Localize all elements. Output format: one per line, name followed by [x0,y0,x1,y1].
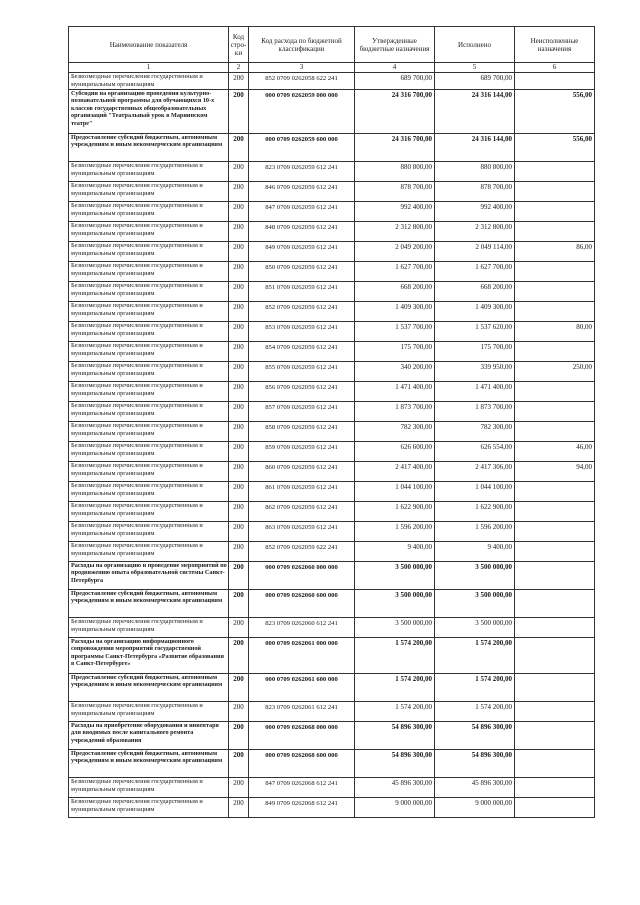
row-executed-amount: 9 000 000,00 [435,798,515,818]
row-executed-amount: 3 500 000,00 [435,618,515,638]
row-line-code: 200 [229,778,249,798]
table-row [69,638,595,674]
row-line-code: 200 [229,282,249,302]
row-executed-amount: 54 896 300,00 [435,750,515,778]
row-executed-amount: 339 950,00 [435,362,515,382]
row-expense-code: 823 0709 0262059 612 241 [249,162,355,182]
row-approved-amount: 1 627 700,00 [355,262,435,282]
row-name: Безвозмездные перечисления государственным и муниципальным организациям [69,778,229,798]
row-executed-amount: 1 574 200,00 [435,702,515,722]
row-unexecuted-amount: 86,00 [515,242,595,262]
row-executed-amount: 1 574 200,00 [435,638,515,674]
row-approved-amount: 175 700,00 [355,342,435,362]
row-name: Расходы на организацию информационного сопровождения мероприятий государственной программы Санкт-Петербурга «Развитие образования в Санкт-Петербурге» [69,638,229,674]
row-executed-amount: 2 049 114,00 [435,242,515,262]
row-line-code: 200 [229,562,249,590]
row-name: Безвозмездные перечисления государственным и муниципальным организациям [69,182,229,202]
row-line-code: 200 [229,202,249,222]
column-number: 2 [229,63,249,73]
table-row [69,302,595,322]
row-expense-code: 862 0709 0262059 612 241 [249,502,355,522]
row-expense-code: 858 0709 0262059 612 241 [249,422,355,442]
row-unexecuted-amount: 80,00 [515,322,595,342]
row-expense-code: 000 0709 0262059 000 000 [249,90,355,134]
row-name: Безвозмездные перечисления государственным и муниципальным организациям [69,162,229,182]
row-line-code: 200 [229,342,249,362]
row-unexecuted-amount [515,562,595,590]
row-expense-code: 849 0709 0262068 612 241 [249,798,355,818]
header-name: Наименование показателя [69,27,229,63]
table-row [69,482,595,502]
table-row [69,162,595,182]
table-body [69,73,595,818]
row-executed-amount: 992 400,00 [435,202,515,222]
column-number-row [69,63,595,73]
row-executed-amount: 880 800,00 [435,162,515,182]
row-unexecuted-amount [515,798,595,818]
row-name: Безвозмездные перечисления государственным и муниципальным организациям [69,342,229,362]
row-approved-amount: 54 896 300,00 [355,722,435,750]
row-name: Безвозмездные перечисления государственным и муниципальным организациям [69,73,229,90]
row-expense-code: 851 0709 0262059 612 241 [249,282,355,302]
row-line-code: 200 [229,750,249,778]
row-name: Расходы на организацию и проведение мероприятий по продвижению опыта образовательной системы Санкт-Петербурга [69,562,229,590]
row-name: Безвозмездные перечисления государственным и муниципальным организациям [69,302,229,322]
row-executed-amount: 1 873 700,00 [435,402,515,422]
row-line-code: 200 [229,262,249,282]
row-line-code: 200 [229,162,249,182]
row-approved-amount: 782 300,00 [355,422,435,442]
row-unexecuted-amount [515,262,595,282]
row-approved-amount: 45 896 300,00 [355,778,435,798]
table-row [69,134,595,162]
row-approved-amount: 9 000 000,00 [355,798,435,818]
row-line-code: 200 [229,482,249,502]
row-name: Субсидии на организацию проведения культурно-познавательной программы для обучающихся 10-х классов государственных общеобразовательных организаций "Театральный урок в Мариинском театре" [69,90,229,134]
row-line-code: 200 [229,522,249,542]
row-expense-code: 000 0709 0262059 600 000 [249,134,355,162]
row-approved-amount: 689 700,00 [355,73,435,90]
table-row [69,73,595,90]
row-approved-amount: 3 500 000,00 [355,618,435,638]
table-row [69,182,595,202]
row-unexecuted-amount [515,722,595,750]
row-name: Безвозмездные перечисления государственным и муниципальным организациям [69,442,229,462]
header-approved: Утвержденные бюджетные назначения [355,27,435,63]
row-expense-code: 846 0709 0262059 612 241 [249,182,355,202]
budget-report-page [68,26,594,818]
row-executed-amount: 1 596 200,00 [435,522,515,542]
row-line-code: 200 [229,590,249,618]
row-expense-code: 863 0709 0262059 612 241 [249,522,355,542]
row-approved-amount: 54 896 300,00 [355,750,435,778]
row-unexecuted-amount [515,674,595,702]
row-unexecuted-amount [515,382,595,402]
row-expense-code: 823 0709 0262061 612 241 [249,702,355,722]
row-unexecuted-amount: 556,00 [515,90,595,134]
row-approved-amount: 9 400,00 [355,542,435,562]
row-executed-amount: 1 537 620,00 [435,322,515,342]
row-unexecuted-amount [515,282,595,302]
row-expense-code: 852 0709 0262059 622 241 [249,542,355,562]
row-executed-amount: 1 044 100,00 [435,482,515,502]
row-name: Предоставление субсидий бюджетным, автономным учреждениям и иным некоммерческим организациям [69,674,229,702]
row-executed-amount: 2 312 800,00 [435,222,515,242]
table-row [69,262,595,282]
table-row [69,798,595,818]
column-number: 3 [249,63,355,73]
table-row [69,702,595,722]
row-unexecuted-amount [515,638,595,674]
row-approved-amount: 3 500 000,00 [355,590,435,618]
row-expense-code: 857 0709 0262059 612 241 [249,402,355,422]
row-line-code: 200 [229,182,249,202]
row-expense-code: 852 0709 0262059 612 241 [249,302,355,322]
row-name: Безвозмездные перечисления государственным и муниципальным организациям [69,382,229,402]
row-expense-code: 000 0709 0262060 600 000 [249,590,355,618]
row-approved-amount: 992 400,00 [355,202,435,222]
row-line-code: 200 [229,702,249,722]
row-expense-code: 861 0709 0262059 612 241 [249,482,355,502]
row-unexecuted-amount: 250,00 [515,362,595,382]
row-unexecuted-amount [515,618,595,638]
row-unexecuted-amount [515,342,595,362]
row-expense-code: 853 0709 0262059 612 241 [249,322,355,342]
table-row [69,542,595,562]
row-executed-amount: 1 471 400,00 [435,382,515,402]
table-row [69,342,595,362]
table-row [69,562,595,590]
table-row [69,422,595,442]
row-executed-amount: 2 417 306,00 [435,462,515,482]
table-row [69,242,595,262]
row-expense-code: 848 0709 0262059 612 241 [249,222,355,242]
row-unexecuted-amount [515,590,595,618]
row-approved-amount: 1 574 200,00 [355,638,435,674]
row-executed-amount: 878 700,00 [435,182,515,202]
row-expense-code: 847 0709 0262068 612 241 [249,778,355,798]
row-unexecuted-amount [515,482,595,502]
row-name: Безвозмездные перечисления государственным и муниципальным организациям [69,322,229,342]
row-executed-amount: 24 316 144,00 [435,90,515,134]
row-executed-amount: 1 409 300,00 [435,302,515,322]
row-approved-amount: 1 537 700,00 [355,322,435,342]
row-expense-code: 852 0709 0262058 622 241 [249,73,355,90]
table-row [69,362,595,382]
table-row [69,522,595,542]
row-approved-amount: 878 700,00 [355,182,435,202]
row-name: Безвозмездные перечисления государственным и муниципальным организациям [69,522,229,542]
table-row [69,382,595,402]
row-expense-code: 850 0709 0262059 612 241 [249,262,355,282]
row-unexecuted-amount [515,778,595,798]
row-executed-amount: 782 300,00 [435,422,515,442]
header-unexecuted: Неисполненные назначения [515,27,595,63]
row-executed-amount: 3 500 000,00 [435,562,515,590]
row-line-code: 200 [229,242,249,262]
budget-execution-table [68,26,595,818]
row-line-code: 200 [229,382,249,402]
row-executed-amount: 45 896 300,00 [435,778,515,798]
row-approved-amount: 24 316 700,00 [355,134,435,162]
header-line-code: Код стро-ки [229,27,249,63]
row-unexecuted-amount [515,202,595,222]
row-unexecuted-amount [515,502,595,522]
row-expense-code: 000 0709 0262060 000 000 [249,562,355,590]
row-executed-amount: 24 316 144,00 [435,134,515,162]
row-approved-amount: 1 471 400,00 [355,382,435,402]
row-unexecuted-amount: 94,00 [515,462,595,482]
row-executed-amount: 1 627 700,00 [435,262,515,282]
table-row [69,90,595,134]
row-line-code: 200 [229,502,249,522]
row-line-code: 200 [229,462,249,482]
table-row [69,442,595,462]
row-expense-code: 855 0709 0262059 612 241 [249,362,355,382]
row-expense-code: 000 0709 0262068 000 000 [249,722,355,750]
row-approved-amount: 626 600,00 [355,442,435,462]
row-name: Предоставление субсидий бюджетным, автономным учреждениям и иным некоммерческим организациям [69,590,229,618]
row-unexecuted-amount: 46,00 [515,442,595,462]
row-approved-amount: 1 044 100,00 [355,482,435,502]
row-unexecuted-amount [515,422,595,442]
row-approved-amount: 2 049 200,00 [355,242,435,262]
row-approved-amount: 1 622 900,00 [355,502,435,522]
row-expense-code: 000 0709 0262068 600 000 [249,750,355,778]
table-row [69,778,595,798]
row-line-code: 200 [229,798,249,818]
table-row [69,722,595,750]
row-line-code: 200 [229,222,249,242]
table-row [69,402,595,422]
row-approved-amount: 668 200,00 [355,282,435,302]
row-unexecuted-amount [515,182,595,202]
table-row [69,282,595,302]
row-unexecuted-amount [515,162,595,182]
table-row [69,674,595,702]
row-name: Безвозмездные перечисления государственным и муниципальным организациям [69,542,229,562]
row-name: Безвозмездные перечисления государственным и муниципальным организациям [69,402,229,422]
row-expense-code: 849 0709 0262059 612 241 [249,242,355,262]
row-approved-amount: 1 574 200,00 [355,674,435,702]
row-line-code: 200 [229,638,249,674]
row-executed-amount: 54 896 300,00 [435,722,515,750]
row-name: Расходы на приобретение оборудования и инвентаря для вводимых после капитального ремонта учреждений образования [69,722,229,750]
row-name: Безвозмездные перечисления государственным и муниципальным организациям [69,202,229,222]
row-approved-amount: 2 312 800,00 [355,222,435,242]
row-executed-amount: 3 500 000,00 [435,590,515,618]
row-name: Безвозмездные перечисления государственным и муниципальным организациям [69,502,229,522]
table-row [69,590,595,618]
row-executed-amount: 626 554,00 [435,442,515,462]
column-number: 1 [69,63,229,73]
row-name: Безвозмездные перечисления государственным и муниципальным организациям [69,222,229,242]
table-row [69,502,595,522]
row-name: Безвозмездные перечисления государственным и муниципальным организациям [69,798,229,818]
column-number: 6 [515,63,595,73]
row-unexecuted-amount [515,750,595,778]
row-expense-code: 000 0709 0262061 600 000 [249,674,355,702]
row-line-code: 200 [229,90,249,134]
table-row [69,462,595,482]
row-name: Безвозмездные перечисления государственным и муниципальным организациям [69,262,229,282]
row-name: Предоставление субсидий бюджетным, автономным учреждениям и иным некоммерческим организациям [69,134,229,162]
row-unexecuted-amount [515,302,595,322]
row-unexecuted-amount [515,222,595,242]
table-header-row [69,27,595,63]
row-line-code: 200 [229,134,249,162]
row-line-code: 200 [229,722,249,750]
row-approved-amount: 2 417 400,00 [355,462,435,482]
row-line-code: 200 [229,618,249,638]
column-number: 5 [435,63,515,73]
row-approved-amount: 880 800,00 [355,162,435,182]
row-line-code: 200 [229,402,249,422]
row-executed-amount: 668 200,00 [435,282,515,302]
row-approved-amount: 1 574 200,00 [355,702,435,722]
row-line-code: 200 [229,302,249,322]
table-row [69,222,595,242]
row-expense-code: 856 0709 0262059 612 241 [249,382,355,402]
row-line-code: 200 [229,73,249,90]
table-row [69,618,595,638]
row-expense-code: 823 0709 0262060 612 241 [249,618,355,638]
row-line-code: 200 [229,674,249,702]
row-unexecuted-amount [515,73,595,90]
row-expense-code: 847 0709 0262059 612 241 [249,202,355,222]
row-executed-amount: 175 700,00 [435,342,515,362]
row-executed-amount: 1 574 200,00 [435,674,515,702]
row-expense-code: 859 0709 0262059 612 241 [249,442,355,462]
row-approved-amount: 3 500 000,00 [355,562,435,590]
header-expense-code: Код расхода по бюджетной классификации [249,27,355,63]
table-row [69,322,595,342]
row-unexecuted-amount [515,702,595,722]
row-unexecuted-amount [515,402,595,422]
row-expense-code: 854 0709 0262059 612 241 [249,342,355,362]
row-name: Предоставление субсидий бюджетным, автономным учреждениям и иным некоммерческим организациям [69,750,229,778]
row-expense-code: 860 0709 0262059 612 241 [249,462,355,482]
row-name: Безвозмездные перечисления государственным и муниципальным организациям [69,462,229,482]
row-expense-code: 000 0709 0262061 000 000 [249,638,355,674]
row-line-code: 200 [229,322,249,342]
row-executed-amount: 9 400,00 [435,542,515,562]
row-executed-amount: 689 700,00 [435,73,515,90]
header-executed: Исполнено [435,27,515,63]
row-approved-amount: 1 409 300,00 [355,302,435,322]
table-row [69,750,595,778]
row-unexecuted-amount [515,522,595,542]
column-number: 4 [355,63,435,73]
row-line-code: 200 [229,542,249,562]
row-name: Безвозмездные перечисления государственным и муниципальным организациям [69,482,229,502]
row-name: Безвозмездные перечисления государственным и муниципальным организациям [69,422,229,442]
row-name: Безвозмездные перечисления государственным и муниципальным организациям [69,362,229,382]
row-name: Безвозмездные перечисления государственным и муниципальным организациям [69,702,229,722]
table-row [69,202,595,222]
row-line-code: 200 [229,422,249,442]
row-name: Безвозмездные перечисления государственным и муниципальным организациям [69,242,229,262]
row-executed-amount: 1 622 900,00 [435,502,515,522]
row-approved-amount: 340 200,00 [355,362,435,382]
row-unexecuted-amount [515,542,595,562]
row-name: Безвозмездные перечисления государственным и муниципальным организациям [69,282,229,302]
row-name: Безвозмездные перечисления государственным и муниципальным организациям [69,618,229,638]
row-approved-amount: 1 873 700,00 [355,402,435,422]
row-line-code: 200 [229,362,249,382]
row-approved-amount: 1 596 200,00 [355,522,435,542]
row-line-code: 200 [229,442,249,462]
row-approved-amount: 24 316 700,00 [355,90,435,134]
row-unexecuted-amount: 556,00 [515,134,595,162]
